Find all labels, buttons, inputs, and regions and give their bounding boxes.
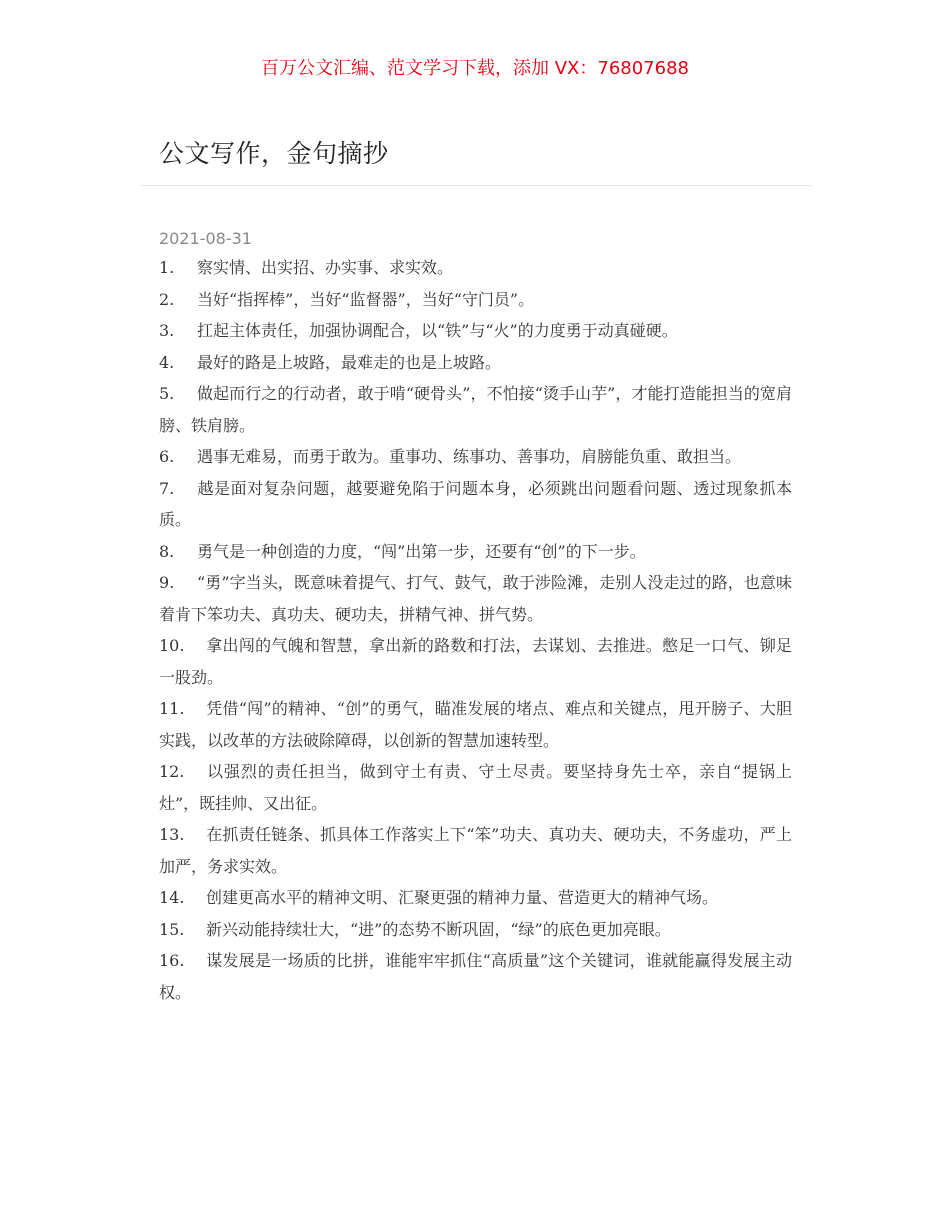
item-text: 扛起主体责任，加强协调配合，以“铁”与“火”的力度勇于动真碰硬。 [197, 321, 678, 340]
item-number: 11. [159, 699, 185, 718]
item-text: 遇事无难易，而勇于敢为。重事功、练事功、善事功，肩膀能负重、敢担当。 [197, 447, 742, 466]
item-text: 创建更高水平的精神文明、汇聚更强的精神力量、营造更大的精神气场。 [206, 888, 719, 907]
item-number: 5. [159, 384, 175, 403]
item-number: 9. [159, 573, 175, 592]
item-number: 2. [159, 289, 175, 309]
item-text: 谋发展是一场质的比拼，谁能牢牢抓住“高质量”这个关键词，谁就能赢得发展主动权。 [159, 951, 792, 1002]
item-text: 察实情、出实招、办实事、求实效。 [197, 258, 454, 277]
item-text: 最好的路是上坡路，最难走的也是上坡路。 [197, 352, 502, 372]
list-item [159, 945, 792, 1008]
list-item [159, 756, 792, 819]
item-number: 14. [159, 888, 185, 907]
list-item [159, 347, 792, 379]
list-item [159, 378, 792, 441]
list-item [159, 630, 792, 693]
item-number: 13. [159, 825, 185, 844]
item-text: 以强烈的责任担当，做到守土有责、守土尽责。要坚持身先士卒，亲自“提锅上灶”，既挂帅、又出征。 [159, 762, 792, 813]
list-item [159, 315, 792, 347]
item-text: 当好“指挥棒”，当好“监督器”，当好“守门员”。 [197, 289, 535, 309]
item-number: 16. [159, 951, 185, 970]
list-item [159, 473, 792, 536]
promo-banner: 百万公文汇编、范文学习下载，添加 VX：76807688 [261, 58, 689, 79]
item-number: 12. [159, 762, 185, 781]
item-number: 7. [159, 478, 175, 498]
item-number: 10. [159, 636, 185, 655]
item-number: 4. [159, 352, 175, 372]
article-title: 公文写作，金句摘抄 [159, 139, 389, 168]
list-item [159, 441, 792, 473]
list-item [159, 693, 792, 756]
list-item [159, 819, 792, 882]
list-item [159, 252, 792, 284]
list-item [159, 914, 792, 946]
item-text: 做起而行之的行动者，敢于啃“硬骨头”，不怕接“烫手山芋”，才能打造能担当的宽肩膀、铁肩膀。 [159, 384, 792, 435]
item-text: 拿出闯的气魄和智慧，拿出新的路数和打法，去谋划、去推进。憋足一口气、铆足一股劲。 [159, 636, 792, 687]
list-item [159, 536, 792, 568]
item-text: 凭借“闯”的精神、“创”的勇气，瞄准发展的堵点、难点和关键点，甩开膀子、大胆实践，以改革的方法破除障碍，以创新的智慧加速转型。 [159, 699, 792, 750]
item-number: 6. [159, 447, 175, 466]
article-date: 2021-08-31 [159, 229, 252, 248]
list-item [159, 284, 792, 316]
quote-list [159, 252, 792, 1008]
list-item [159, 567, 792, 630]
item-text: “勇”字当头，既意味着提气、打气、鼓气，敢于涉险滩，走别人没走过的路，也意味着肯下笨功夫、真功夫、硬功夫，拼精气神、拼气势。 [159, 573, 792, 624]
item-text: 越是面对复杂问题，越要避免陷于问题本身，必须跳出问题看问题、透过现象抓本质。 [159, 478, 792, 529]
title-divider [140, 185, 811, 186]
item-text: 新兴动能持续壮大，“进”的态势不断巩固，“绿”的底色更加亮眼。 [206, 919, 671, 939]
item-text: 在抓责任链条、抓具体工作落实上下“笨”功夫、真功夫、硬功夫，不务虚功，严上加严，务求实效。 [159, 825, 792, 876]
item-number: 8. [159, 541, 175, 561]
item-number: 15. [159, 919, 185, 939]
list-item [159, 882, 792, 914]
item-text: 勇气是一种创造的力度，“闯”出第一步，还要有“创”的下一步。 [197, 541, 646, 561]
item-number: 1. [159, 258, 175, 277]
item-number: 3. [159, 321, 175, 340]
